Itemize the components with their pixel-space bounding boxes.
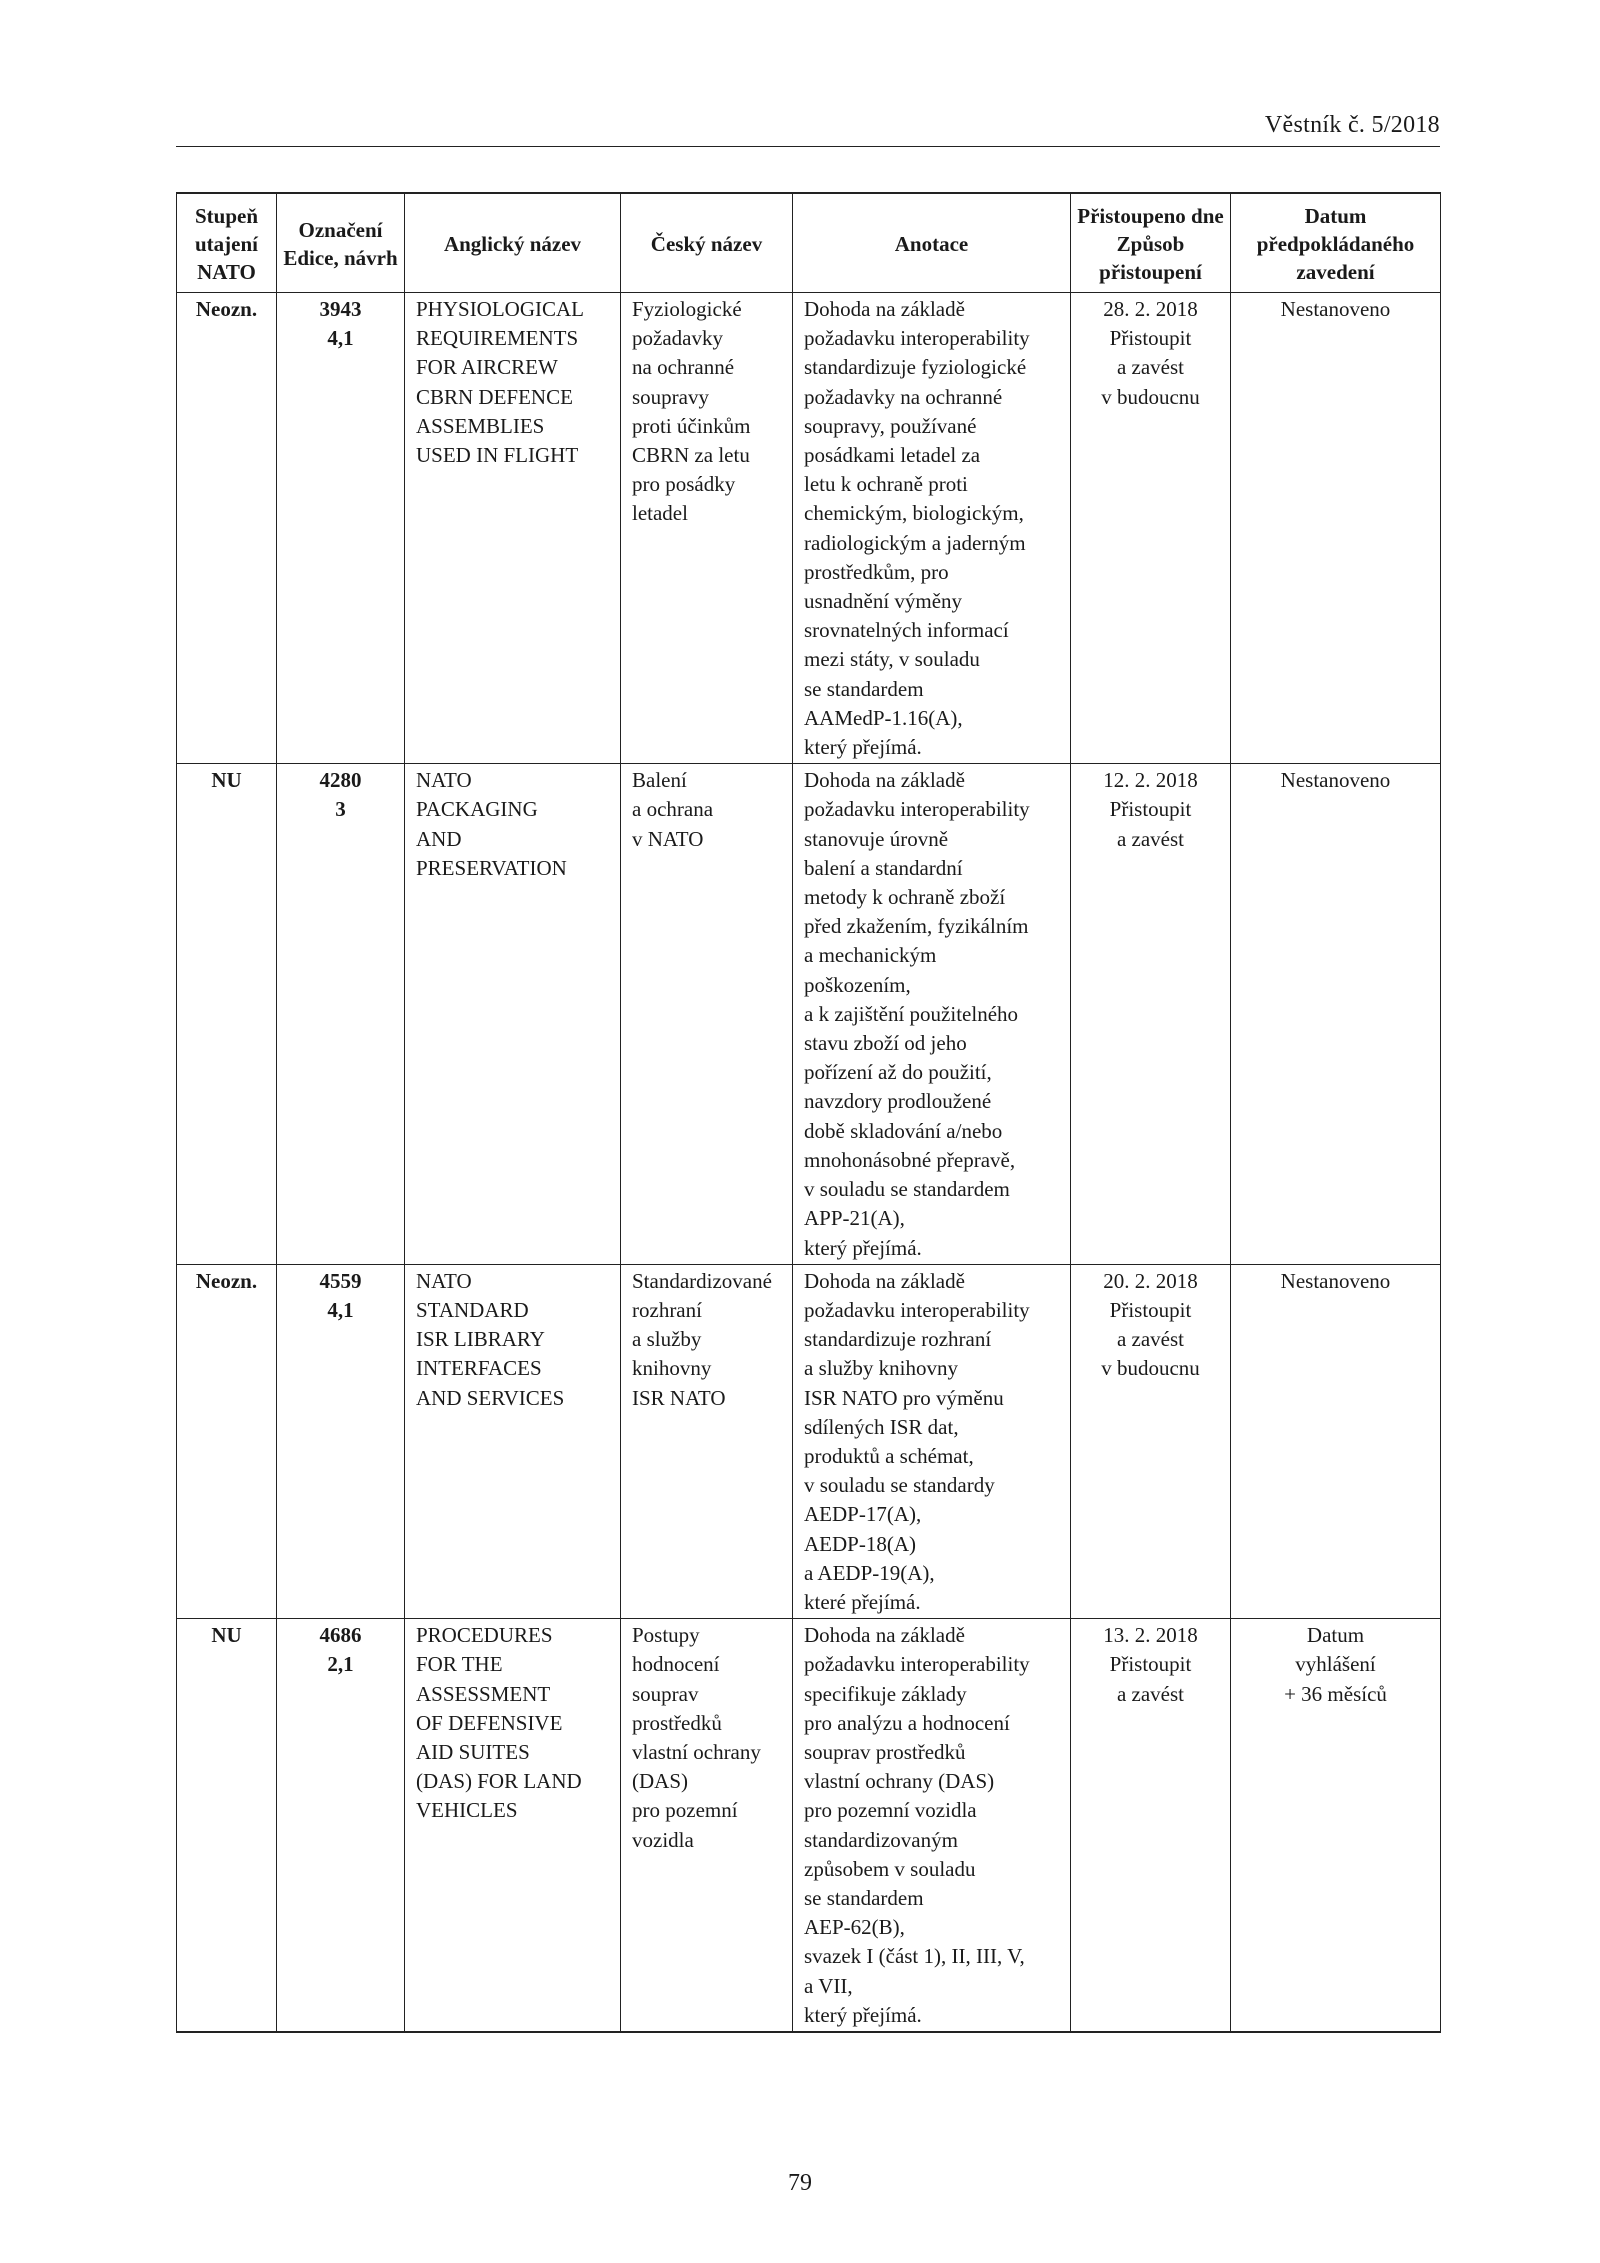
cell-czech-title: Postupy hodnocení souprav prostředků vlastní ochrany (DAS) pro pozemní vozidla: [621, 1619, 793, 2032]
cell-english-title: PHYSIOLOGICAL REQUIREMENTS FOR AIRCREW CBRN DEFENCE ASSEMBLIES USED IN FLIGHT: [405, 293, 621, 764]
page-number: 79: [788, 2170, 812, 2196]
cell-designation: 4686 2,1: [277, 1619, 405, 2032]
cell-designation: 3943 4,1: [277, 293, 405, 764]
table-header-row: [177, 193, 1441, 293]
cell-classification: Neozn.: [177, 293, 277, 764]
cell-accession: 20. 2. 2018 Přistoupit a zavést v budoucnu: [1071, 1264, 1231, 1618]
header-annotation: Anotace: [793, 193, 1071, 293]
cell-english-title: NATO STANDARD ISR LIBRARY INTERFACES AND SERVICES: [405, 1264, 621, 1618]
cell-english-title: PROCEDURES FOR THE ASSESSMENT OF DEFENSIVE AID SUITES (DAS) FOR LAND VEHICLES: [405, 1619, 621, 2032]
page-header: [176, 108, 1440, 147]
header-implementation: Datum předpokládaného zavedení: [1231, 193, 1441, 293]
cell-classification: NU: [177, 1619, 277, 2032]
cell-classification: Neozn.: [177, 1264, 277, 1618]
header-classification: Stupeň utajení NATO: [177, 193, 277, 293]
cell-implementation: Nestanoveno: [1231, 764, 1441, 1264]
cell-annotation: Dohoda na základě požadavku interoperability standardizuje rozhraní a služby knihovny ISR NATO pro výměnu sdílených ISR dat, produktů a schémat, v souladu se standardy AEDP-17(A), AEDP-18(A) a AEDP-19(A), které přejímá.: [793, 1264, 1071, 1618]
standards-table: [176, 192, 1441, 2033]
cell-implementation: Nestanoveno: [1231, 293, 1441, 764]
cell-czech-title: Balení a ochrana v NATO: [621, 764, 793, 1264]
header-czech-title: Český název: [621, 193, 793, 293]
header-accession: Přistoupeno dne Způsob přistoupení: [1071, 193, 1231, 293]
cell-czech-title: Standardizované rozhraní a služby knihovny ISR NATO: [621, 1264, 793, 1618]
cell-classification: NU: [177, 764, 277, 1264]
cell-annotation: Dohoda na základě požadavku interoperability standardizuje fyziologické požadavky na ochranné soupravy, používané posádkami letadel za letu k ochraně proti chemickým, biologickým, radiologickým a jaderným prostředkům, pro usnadnění výměny srovnatelných informací mezi státy, v souladu se standardem AAMedP-1.16(A), který přejímá.: [793, 293, 1071, 764]
table-row: [177, 1619, 1441, 2032]
table-row: [177, 764, 1441, 1264]
table-row: [177, 293, 1441, 764]
table-row: [177, 1264, 1441, 1618]
journal-title: Věstník č. 5/2018: [1264, 112, 1440, 138]
cell-czech-title: Fyziologické požadavky na ochranné soupravy proti účinkům CBRN za letu pro posádky letadel: [621, 293, 793, 764]
cell-designation: 4559 4,1: [277, 1264, 405, 1618]
header-designation: Označení Edice, návrh: [277, 193, 405, 293]
cell-english-title: NATO PACKAGING AND PRESERVATION: [405, 764, 621, 1264]
cell-annotation: Dohoda na základě požadavku interoperability specifikuje základy pro analýzu a hodnocení souprav prostředků vlastní ochrany (DAS) pro pozemní vozidla standardizovaným způsobem v souladu se standardem AEP-62(B), svazek I (část 1), II, III, V, a VII, který přejímá.: [793, 1619, 1071, 2032]
cell-implementation: Datum vyhlášení + 36 měsíců: [1231, 1619, 1441, 2032]
header-english-title: Anglický název: [405, 193, 621, 293]
cell-annotation: Dohoda na základě požadavku interoperability stanovuje úrovně balení a standardní metody k ochraně zboží před zkažením, fyzikálním a mechanickým poškozením, a k zajištění použitelného stavu zboží od jeho pořízení až do použití, navzdory prodloužené době skladování a/nebo mnohonásobné přepravě, v souladu se standardem APP-21(A), který přejímá.: [793, 764, 1071, 1264]
cell-accession: 12. 2. 2018 Přistoupit a zavést: [1071, 764, 1231, 1264]
cell-implementation: Nestanoveno: [1231, 1264, 1441, 1618]
cell-accession: 13. 2. 2018 Přistoupit a zavést: [1071, 1619, 1231, 2032]
cell-designation: 4280 3: [277, 764, 405, 1264]
cell-accession: 28. 2. 2018 Přistoupit a zavést v budoucnu: [1071, 293, 1231, 764]
